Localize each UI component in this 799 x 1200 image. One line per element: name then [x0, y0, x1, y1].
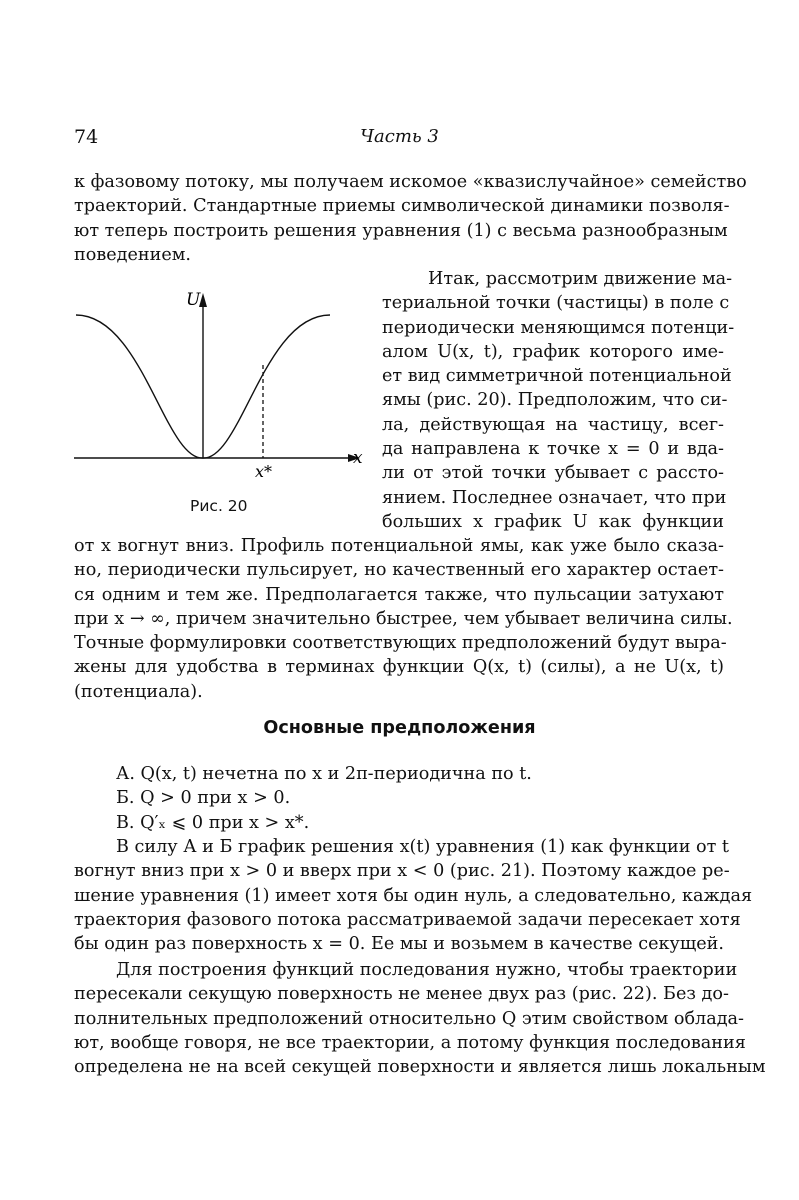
text-line: вогнут вниз при x > 0 и вверх при x < 0 (рис. 21). Поэтому каждое ре- — [74, 861, 730, 882]
final-paragraph — [74, 958, 766, 1079]
assumptions-list — [116, 762, 532, 835]
text-line: ет вид симметричной потенциальной — [382, 366, 732, 387]
text-line: траекторий. Стандартные приемы символической динамики позволя- — [74, 196, 730, 217]
section-heading: Основные предположения — [263, 718, 536, 738]
text-line: от x вогнут вниз. Профиль потенциальной ямы, как уже было сказа- — [74, 536, 724, 556]
text-line: Для построения функций последования нужно, чтобы траектории — [116, 960, 738, 980]
text-line: шение уравнения (1) имеет хотя бы один нуль, а следовательно, каждая — [74, 885, 753, 906]
text-line: поведением. — [74, 244, 192, 265]
text-line: териальной точки (частицы) в поле с — [382, 293, 730, 314]
potential-well-figure — [70, 285, 370, 520]
text-line: ли от этой точки убывает с рассто- — [382, 463, 724, 484]
text-line: но, периодически пульсирует, но качественный его характер остает- — [74, 560, 724, 581]
x-star-label: x* — [255, 462, 273, 481]
text-line: ют теперь построить решения уравнения (1) с весьма разнообразным — [74, 220, 728, 241]
y-axis-label: U — [186, 290, 201, 310]
text-line: пересекали секущую поверхность не менее двух раз (рис. 22). Без до- — [74, 984, 729, 1005]
after-figure-paragraph — [74, 534, 733, 704]
x-axis-label: x — [353, 448, 363, 468]
text-line: к фазовому потоку, мы получаем искомое «квазислучайное» семейство — [74, 172, 747, 192]
page-number: 74 — [74, 126, 99, 148]
text-line: определена не на всей секущей поверхности и является лишь локальным — [74, 1057, 766, 1078]
text-line: больших x график U как функции — [382, 511, 724, 532]
assumption-item: В. Q′ₓ ⩽ 0 при x > x*. — [116, 812, 310, 833]
text-line: да направлена к точке x = 0 и вда- — [382, 439, 724, 460]
assumption-item: Б. Q > 0 при x > 0. — [116, 788, 291, 809]
intro-paragraph — [74, 170, 747, 267]
running-head: Часть 3 — [360, 126, 439, 147]
text-line: В силу А и Б график решения x(t) уравнения (1) как функции от t — [116, 837, 730, 857]
text-line: траектория фазового потока рассматриваемой задачи пересекает хотя — [74, 909, 741, 930]
text-line: ямы (рис. 20). Предположим, что си- — [382, 390, 728, 411]
text-line: полнительных предположений относительно Q этим свойством облада- — [74, 1008, 744, 1029]
text-line: янием. Последнее означает, что при — [382, 487, 727, 508]
text-line: Точные формулировки соответствующих предположений будут выра- — [74, 633, 727, 654]
figure-caption: Рис. 20 — [190, 497, 248, 515]
text-line: ют, вообще говоря, не все траектории, а потому функция последования — [74, 1032, 746, 1053]
text-line: ла, действующая на частицу, всег- — [382, 414, 724, 435]
assumption-item: А. Q(x, t) нечетна по x и 2π-периодична по t. — [116, 764, 532, 784]
text-line: жены для удобства в терминах функции Q(x, t) (силы), а не U(x, t) — [74, 657, 724, 678]
text-line: бы один раз поверхность x = 0. Ее мы и возьмем в качестве секущей. — [74, 934, 724, 955]
text-line: Итак, рассмотрим движение ма- — [428, 269, 733, 289]
text-line: при x → ∞, причем значительно быстрее, чем убывает величина силы. — [74, 608, 733, 629]
consequence-paragraph — [74, 835, 753, 956]
text-line: (потенциала). — [74, 681, 203, 702]
text-line: периодически меняющимся потенци- — [382, 317, 735, 338]
text-line: ся одним и тем же. Предполагается также, что пульсации затухают — [74, 584, 724, 605]
wrapped-paragraph — [382, 267, 735, 534]
text-line: алом U(x, t), график которого име- — [382, 341, 724, 362]
